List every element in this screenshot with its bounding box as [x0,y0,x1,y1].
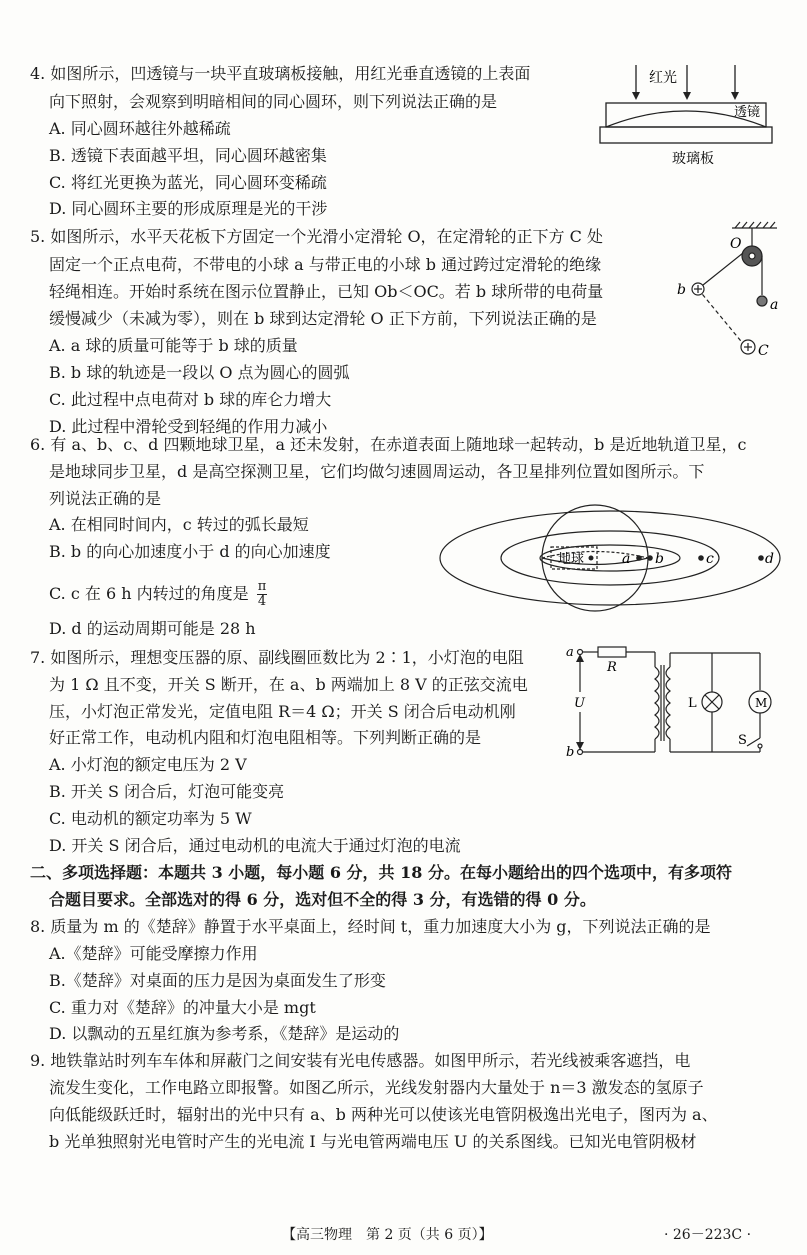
q4-option-c: C. 将红光更换为蓝光，同心圆环变稀疏 [49,173,327,192]
q7-stem-line-4: 好正常工作，电动机内阻和灯泡电阻相等。下列判断正确的是 [49,728,482,747]
earth-label: 地球 [558,552,585,567]
section2-heading-line-2: 合题目要求。全部选对的得 6 分，选对但不全的得 3 分，有选错的得 0 分。 [49,890,596,909]
q7-option-b: B. 开关 S 闭合后，灯泡可能变亮 [49,782,285,801]
fraction-denominator: 4 [257,594,267,609]
label-a: a [566,645,574,660]
q6-stem-line-2: 是地球同步卫星，d 是高空探测卫星，它们均做匀速圆周运动，各卫星排列位置如图所示。下 [49,462,705,481]
satellite-b [647,555,653,561]
satellite-c [698,555,704,561]
q5-option-b: B. b 球的轨迹是一段以 O 点为圆心的圆弧 [49,363,350,382]
q6-orbit-figure [435,500,785,615]
satellite-a [636,555,642,561]
label-O: O [730,236,742,252]
label-U: U [574,696,585,711]
primary-coil [655,667,659,739]
q8-stem-line-1: 8. 质量为 m 的《楚辞》静置于水平桌面上，经时间 t，重力加速度大小为 g，下列说法正确的是 [30,917,711,936]
voltage-arrow-bottom [576,742,584,750]
paper-code: · 26－223C · [664,1227,752,1243]
lens-label: 透镜 [734,105,761,120]
resistor-R [598,647,626,657]
q7-option-d: D. 开关 S 闭合后，通过电动机的电流大于通过灯泡的电流 [49,836,461,855]
page-footer: 【高三物理 第 2 页（共 6 页）】 [282,1227,493,1243]
q5-option-a: A. a 球的质量可能等于 b 球的质量 [49,336,298,355]
q5-stem-line-3: 轻绳相连。开始时系统在图示位置静止，已知 Ob＜OC。若 b 球所带的电荷量 [49,282,604,301]
q7-stem-line-3: 压，小灯泡正常发光，定值电阻 R＝4 Ω；开关 S 闭合后电动机刚 [49,702,516,721]
q5-stem-line-1: 5. 如图所示，水平天花板下方固定一个光滑小定滑轮 O，在定滑轮的正下方 C 处 [30,227,603,246]
q8-option-b: B.《楚辞》对桌面的压力是因为桌面发生了形变 [49,971,386,990]
orbit-c [501,531,719,585]
q7-option-c: C. 电动机的额定功率为 5 W [49,809,252,828]
q9-stem-line-2: 流发生变化，工作电路立即报警。如图乙所示，光线发射器内大量处于 n＝3 激发态的氢原子 [49,1078,704,1097]
q6-option-d: D. d 的运动周期可能是 28 h [49,619,256,638]
satellite-d [758,555,764,561]
q7-stem-line-1: 7. 如图所示，理想变压器的原、副线圈匝数比为 2∶1，小灯泡的电阻 [30,648,524,667]
fraction-numerator: π [257,579,267,594]
label-M: M [755,696,768,710]
q5-stem-line-4: 缓慢减少（未减为零），则在 b 球到达定滑轮 O 正下方前，下列说法正确的是 [49,309,597,328]
section2-heading-line-1: 二、多项选择题：本题共 3 小题，每小题 6 分，共 18 分。在每小题给出的四个选项中，有多项符 [30,863,732,882]
voltage-arrow-top [576,654,584,662]
label-c: c [706,551,714,567]
q7-circuit-figure [560,640,785,765]
glass-plate-label: 玻璃板 [672,151,714,167]
secondary-coil [666,667,670,739]
red-light-label: 红光 [649,70,677,86]
q7-option-a: A. 小灯泡的额定电压为 2 V [49,755,247,774]
q8-option-c: C. 重力对《楚辞》的冲量大小是 mgt [49,998,316,1017]
q6-option-a: A. 在相同时间内，c 转过的弧长最短 [49,515,309,534]
q4-option-d: D. 同心圆环主要的形成原理是光的干涉 [49,199,328,218]
q6-option-b: B. b 的向心加速度小于 d 的向心加速度 [49,542,331,561]
terminal-a [578,650,583,655]
label-a: a [622,551,631,567]
q4-option-b: B. 透镜下表面越平坦，同心圆环越密集 [49,146,327,165]
label-a: a [770,297,779,313]
q9-stem-line-3: 向低能级跃迁时，辐射出的光中只有 a、b 两种光可以使该光电管阴极逸出光电子，图丙为 a、 [49,1105,718,1124]
label-b: b [655,551,664,567]
q6-option-c-text: C. c 在 6 h 内转过的角度是 [49,584,249,603]
pi-over-4-fraction [257,580,268,609]
q5-pulley-figure [672,220,782,365]
label-C: C [758,343,769,359]
q4-stem-line-2: 向下照射，会观察到明暗相间的同心圆环，则下列说法正确的是 [49,92,498,111]
label-d: d [765,551,774,567]
q6-stem-line-3: 列说法正确的是 [49,489,162,508]
glass-plate [600,127,772,143]
terminal-b [578,750,583,755]
orbit-d [440,511,780,605]
q5-option-d: D. 此过程中滑轮受到轻绳的作用力减小 [49,417,328,436]
ball-a [757,296,767,306]
q9-stem-line-1: 9. 地铁靠站时列车车体和屏蔽门之间安装有光电传感器。如图甲所示，若光线被乘客遮挡，电 [30,1051,691,1070]
q6-option-c [49,580,267,609]
q8-option-d: D. 以飘动的五星红旗为参考系，《楚辞》是运动的 [49,1024,400,1043]
q8-option-a: A.《楚辞》可能受摩擦力作用 [49,944,258,963]
rope-to-b [698,253,743,289]
dashed-line-bc [698,289,745,346]
q6-stem-line-1: 6. 有 a、b、c、d 四颗地球卫星，a 还未发射，在赤道表面上随地球一起转动，b 是近地轨道卫星，c [30,435,747,454]
label-R: R [607,660,617,675]
label-b: b [566,745,575,760]
q7-stem-line-2: 为 1 Ω 且不变，开关 S 断开，在 a、b 两端加上 8 V 的正弦交流电 [49,675,528,694]
q4-option-a: A. 同心圆环越往外越稀疏 [49,119,231,138]
q4-lens-figure [592,60,782,170]
label-L: L [688,696,697,711]
earth-center-dot [589,556,594,561]
label-b: b [677,282,686,298]
label-S: S [738,733,747,748]
q9-stem-line-4: b 光单独照射光电管时产生的光电流 I 与光电管两端电压 U 的关系图线。已知光电管阴极材 [49,1132,697,1151]
q5-option-c: C. 此过程中点电荷对 b 球的库仑力增大 [49,390,332,409]
q5-stem-line-2: 固定一个正点电荷，不带电的小球 a 与带正电的小球 b 通过跨过定滑轮的绝缘 [49,255,602,274]
q4-stem-line-1: 4. 如图所示，凹透镜与一块平直玻璃板接触，用红光垂直透镜的上表面 [30,64,531,83]
